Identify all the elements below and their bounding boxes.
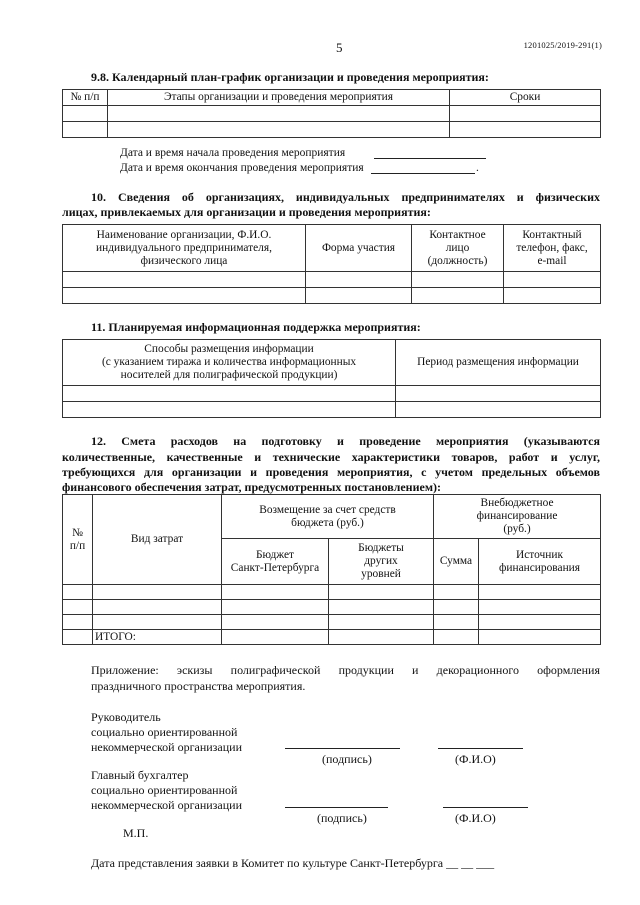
table-row bbox=[63, 386, 601, 402]
budget-header-extra-1: Внебюджетное bbox=[480, 497, 554, 509]
budget-header-extra-2: финансирование bbox=[476, 510, 558, 522]
budget-header-other-1: Бюджеты bbox=[358, 542, 404, 554]
submission-date-text: Дата представления заявки в Комитет по культуре Санкт-Петербурга bbox=[91, 856, 444, 870]
start-date-label: Дата и время начала проведения мероприятия bbox=[120, 147, 346, 159]
end-date-period: . bbox=[476, 162, 479, 174]
document-code: 1201025/2019-291(1) bbox=[523, 40, 602, 50]
budget-header-source-2: финансирования bbox=[499, 561, 580, 574]
head-signature-line[interactable] bbox=[285, 748, 400, 749]
budget-header-num-1: № bbox=[72, 526, 83, 539]
table-row-total bbox=[63, 630, 601, 645]
table-row bbox=[63, 288, 601, 304]
participants-header-name-1: Наименование организации, Ф.И.О. bbox=[96, 228, 272, 241]
section-12-heading-line2: количественные, качественные и технические характеристики товаров, работ и услуг, bbox=[62, 450, 600, 464]
participants-header-phone-3: e-mail bbox=[537, 254, 567, 267]
budget-header-spb-2: Санкт-Петербурга bbox=[230, 561, 320, 574]
submission-date-label bbox=[91, 856, 494, 871]
accountant-name-line[interactable] bbox=[443, 807, 528, 808]
schedule-header-num: № п/п bbox=[63, 90, 108, 106]
budget-table bbox=[62, 494, 601, 645]
start-date-field[interactable] bbox=[374, 158, 486, 159]
accountant-title-2: социально ориентированной bbox=[91, 783, 238, 797]
accountant-title-1: Главный бухгалтер bbox=[91, 768, 189, 782]
accountant-name-caption: (Ф.И.О) bbox=[455, 811, 496, 825]
stamp-place: М.П. bbox=[123, 826, 149, 840]
participants-header-name-3: физического лица bbox=[140, 254, 228, 267]
end-date-field[interactable] bbox=[371, 173, 475, 174]
schedule-table bbox=[62, 89, 601, 138]
budget-header-reimb-1: Возмещение за счет средств bbox=[259, 503, 396, 516]
page-number: 5 bbox=[336, 40, 343, 55]
end-date-label: Дата и время окончания проведения мероприятия bbox=[120, 162, 364, 174]
budget-header-other-3: уровней bbox=[361, 568, 401, 580]
schedule-header-stages: Этапы организации и проведения мероприятия bbox=[108, 90, 450, 106]
submission-date-field[interactable]: __ __ ___ bbox=[446, 856, 495, 870]
schedule-header-terms: Сроки bbox=[450, 90, 601, 106]
head-title-3: некоммерческой организации bbox=[91, 740, 243, 754]
participants-header-form: Форма участия bbox=[306, 225, 412, 272]
section-10-heading-line2: лицах, привлекаемых для организации и проведения мероприятия: bbox=[62, 205, 431, 219]
participants-table bbox=[62, 224, 601, 304]
budget-header-spb-1: Бюджет bbox=[255, 548, 295, 561]
budget-header-extra-3: (руб.) bbox=[503, 523, 531, 535]
info-header-period: Период размещения информации bbox=[396, 340, 601, 386]
budget-header-source-1: Источник bbox=[516, 548, 563, 561]
table-row bbox=[63, 600, 601, 615]
participants-header-contact-3: (должность) bbox=[427, 254, 488, 267]
table-row bbox=[63, 402, 601, 418]
section-12-heading-line4: финансового обеспечения затрат, предусмотренных постановлением): bbox=[62, 480, 442, 494]
head-title-1: Руководитель bbox=[91, 710, 161, 724]
participants-header-phone-2: телефон, факс, bbox=[516, 241, 588, 254]
info-header-methods-3: носителей для полиграфической продукции) bbox=[120, 369, 338, 381]
info-support-table bbox=[62, 339, 601, 418]
head-signature-caption: (подпись) bbox=[322, 752, 372, 766]
budget-header-sum: Сумма bbox=[434, 539, 479, 585]
participants-header-phone-1: Контактный bbox=[522, 228, 582, 241]
section-12-heading-line3: требующихся для организации и проведения мероприятия, с учетом предельных объемов bbox=[62, 465, 600, 479]
section-9-8-heading: 9.8. Календарный план-график организации и проведения мероприятия: bbox=[91, 70, 489, 84]
table-row bbox=[63, 615, 601, 630]
accountant-signature-caption: (подпись) bbox=[317, 811, 367, 825]
accountant-title-3: некоммерческой организации bbox=[91, 798, 243, 812]
budget-header-other-2: других bbox=[364, 555, 398, 567]
info-header-methods-2: (с указанием тиража и количества информационных bbox=[101, 356, 357, 368]
appendix-line2: праздничного пространства мероприятия. bbox=[91, 679, 306, 693]
head-title-2: социально ориентированной bbox=[91, 725, 238, 739]
accountant-signature-line[interactable] bbox=[285, 807, 388, 808]
budget-header-num-2: п/п bbox=[69, 539, 86, 552]
participants-header-name-2: индивидуального предпринимателя, bbox=[96, 241, 272, 254]
budget-header-type: Вид затрат bbox=[93, 495, 222, 585]
participants-header-contact-2: лицо bbox=[445, 241, 470, 254]
total-label: ИТОГО: bbox=[93, 630, 222, 645]
section-12-heading-line1: 12. Смета расходов на подготовку и проведение мероприятия (указываются bbox=[91, 434, 600, 448]
budget-header-reimb-2: бюджета (руб.) bbox=[291, 516, 364, 529]
table-row bbox=[63, 106, 601, 122]
head-name-caption: (Ф.И.О) bbox=[455, 752, 496, 766]
table-row bbox=[63, 122, 601, 138]
participants-header-contact-1: Контактное bbox=[429, 228, 486, 241]
head-name-line[interactable] bbox=[438, 748, 523, 749]
appendix-line1: Приложение: эскизы полиграфической продукции и декорационного оформления bbox=[91, 663, 600, 677]
info-header-methods-1: Способы размещения информации bbox=[144, 343, 314, 355]
section-11-heading: 11. Планируемая информационная поддержка мероприятия: bbox=[91, 320, 421, 334]
table-row bbox=[63, 585, 601, 600]
table-row bbox=[63, 272, 601, 288]
section-10-heading-line1: 10. Сведения об организациях, индивидуальных предпринимателях и физических bbox=[91, 190, 600, 204]
